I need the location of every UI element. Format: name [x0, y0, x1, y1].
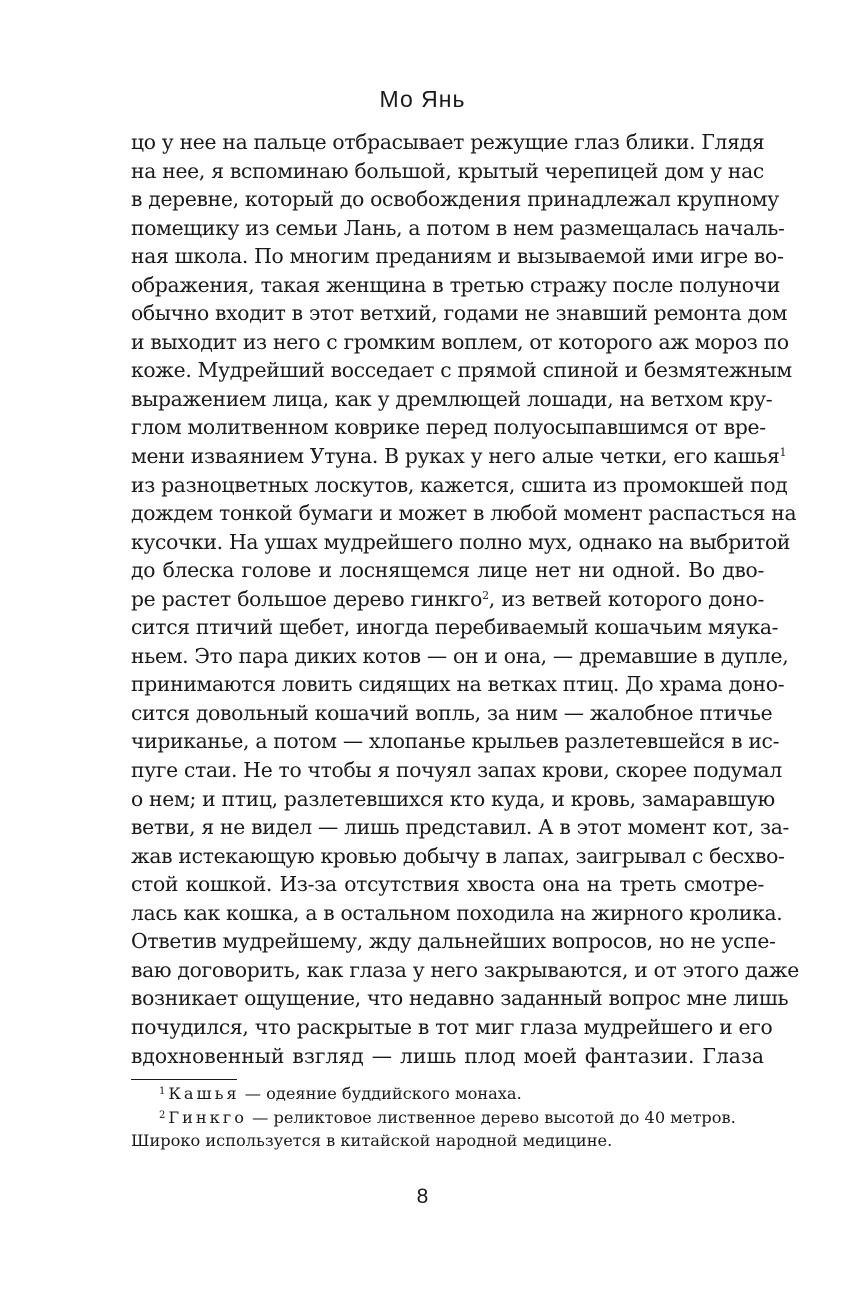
text-segment: , из ветвей которого доно-	[488, 586, 764, 611]
text-line: стой кошкой. Из-за отсутствия хвоста она на треть смотре-	[131, 872, 764, 897]
text-line: жав истекающую кровью добычу в лапах, заигрывал с бесхво-	[131, 843, 785, 868]
text-segment: мени изваянием Утуна. В руках у него алые четки, его кашья	[131, 444, 780, 469]
footnote-number: 2	[159, 1109, 166, 1121]
footnote-text: — одеяние буддийского монаха.	[239, 1084, 522, 1103]
text-line-with-footnote	[131, 585, 764, 614]
text-line: сится довольный кошачий вопль, за ним — жалобное птичье	[131, 700, 773, 725]
text-line: коже. Мудрейший восседает с прямой спиной и безмятежным	[131, 358, 792, 383]
text-line: пуге стаи. Не то чтобы я почуял запах крови, скорее подумал	[131, 758, 782, 783]
text-line: ветви, я не видел — лишь представил. А в этот момент кот, за-	[131, 815, 790, 840]
text-line: глом молитвенном коврике перед полуосыпавшимся от вре-	[131, 415, 766, 440]
footnote-term: Кашья	[168, 1084, 240, 1103]
text-line: возникает ощущение, что недавно заданный вопрос мне лишь	[131, 986, 789, 1011]
text-line: до блеска голове и лоснящемся лице нет ни одной. Во дво-	[131, 558, 764, 583]
footnote-text: — реликтовое лиственное дерево высотой до 40 метров.	[247, 1107, 736, 1127]
running-header: Мо Янь	[379, 86, 466, 112]
text-line: выражением лица, как у дремлющей лошади, на ветхом кру-	[131, 386, 773, 411]
text-line: ваю договорить, как глаза у него закрываются, и от этого даже	[131, 957, 799, 982]
text-line: принимаются ловить сидящих на ветках птиц. До храма доно-	[131, 672, 785, 697]
footnote-2-continuation: Широко используется в китайской народной медицине.	[131, 1131, 613, 1150]
text-line: цо у нее на пальце отбрасывает режущие глаз блики. Глядя	[131, 130, 765, 154]
text-line: кусочки. На ушах мудрейшего полно мух, однако на выбритой	[131, 529, 791, 554]
text-line: из разноцветных лоскутов, кажется, сшита из промокшей под	[131, 472, 788, 497]
text-line: лась как кошка, а в остальном походила на жирного кролика.	[131, 900, 783, 925]
text-line: ньем. Это пара диких котов — он и она, — дремавшие в дупле,	[131, 643, 789, 668]
text-segment: ре растет большое дерево гинкго	[131, 586, 483, 611]
footnote-term: Гинкго	[168, 1107, 248, 1127]
footnote-mark: 2	[482, 588, 489, 602]
footnote-1	[131, 1082, 764, 1106]
text-line: и выходит из него с громким воплем, от которого аж мороз по	[131, 329, 789, 354]
text-line: чириканье, а потом — хлопанье крыльев разлетевшейся в ис-	[131, 729, 780, 754]
text-line: в деревне, который до освобождения принадлежал крупному	[131, 187, 779, 212]
text-line: о нем; и птиц, разлетевшихся кто куда, и кровь, замаравшую	[131, 786, 775, 811]
main-text	[131, 128, 799, 1070]
text-line: ображения, такая женщина в третью стражу после полуночи	[131, 272, 781, 297]
text-line: обычно входит в этот ветхий, годами не знавший ремонта дом	[131, 301, 788, 326]
text-line: помещику из семьи Лань, а потом в нем размещалась началь-	[131, 215, 785, 240]
footnote-mark: 1	[779, 446, 787, 460]
footnotes	[131, 1082, 764, 1153]
text-line: сится птичий щебет, иногда перебиваемый кошачьим мяука-	[131, 615, 779, 640]
text-line-with-footnote	[131, 442, 787, 471]
text-line: дождем тонкой бумаги и может в любой момент распасться на	[131, 501, 797, 526]
text-line: Ответив мудрейшему, жду дальнейших вопросов, но не успе-	[131, 929, 776, 954]
page-number: 8	[416, 1185, 429, 1208]
text-line: на нее, я вспоминаю большой, крытый черепицей дом у нас	[131, 158, 764, 183]
text-line: почудился, что раскрытые в тот миг глаза мудрейшего и его	[131, 1014, 773, 1039]
text-line: ная школа. По многим преданиям и вызываемой ими игре во-	[131, 244, 784, 269]
footnote-2	[131, 1106, 764, 1130]
footnote-divider	[131, 1079, 237, 1080]
footnote-number: 1	[159, 1086, 166, 1097]
text-line: вдохновенный взгляд — лишь плод моей фантазии. Глаза	[131, 1043, 764, 1068]
